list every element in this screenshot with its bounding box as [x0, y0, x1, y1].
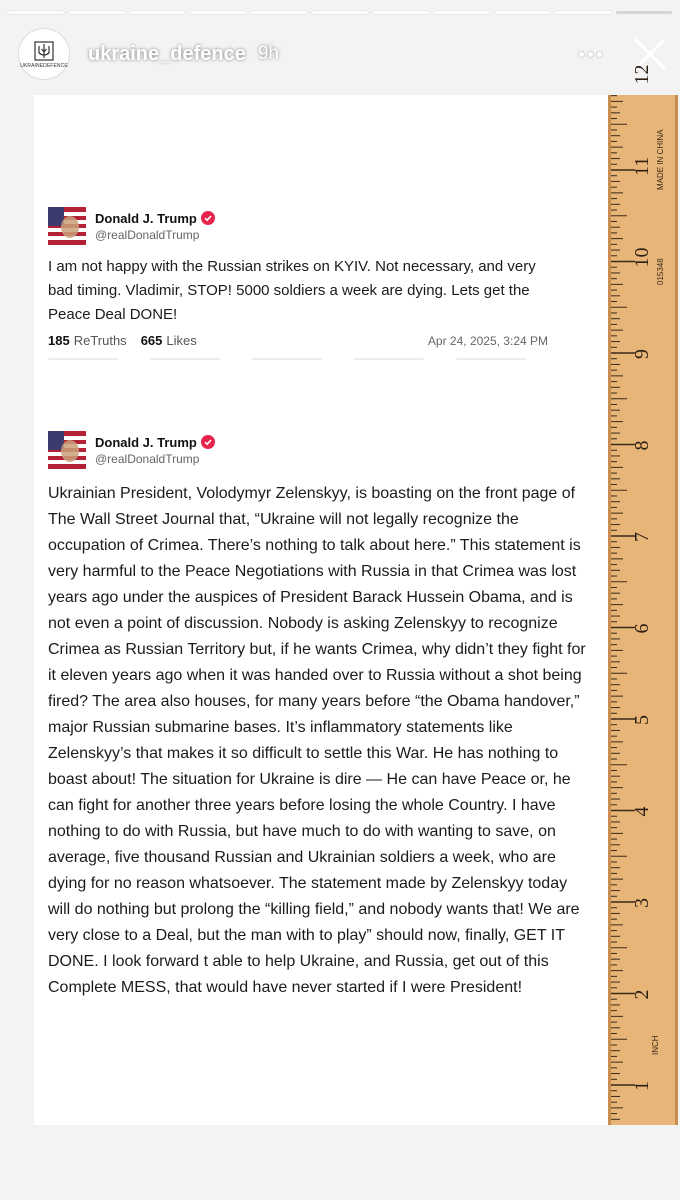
ruler-number-10: 10	[631, 247, 653, 268]
story-username[interactable]: ukraine_defence	[88, 42, 246, 65]
likes-count: 665	[140, 333, 163, 348]
author-avatar	[48, 431, 86, 469]
ruler-made-in-text: MADE IN CHINA	[656, 129, 665, 190]
ruler-number-4: 4	[631, 806, 653, 817]
ruler-number-11: 11	[631, 156, 653, 176]
ruler-number-2: 2	[631, 989, 653, 1000]
verified-badge-icon	[201, 435, 215, 449]
post-stats	[48, 333, 548, 348]
story-progress-segment	[373, 11, 429, 14]
post-screenshot-card	[34, 95, 608, 1125]
author-name[interactable]: Donald J. Trump	[95, 210, 197, 226]
ruler-number-9: 9	[631, 349, 653, 359]
trident-logo-icon	[33, 40, 55, 62]
author-name[interactable]: Donald J. Trump	[95, 434, 197, 450]
ruler-number-12: 12	[631, 64, 653, 85]
avatar-brand-text: UKRAINEDEFENCE	[20, 62, 68, 69]
author-handle[interactable]: @realDonaldTrump	[95, 227, 200, 242]
ruler-number-3: 3	[631, 898, 653, 908]
action-bar-placeholder	[48, 358, 586, 360]
story-progress-segment	[190, 11, 246, 14]
story-header	[18, 26, 668, 82]
ruler-number-6: 6	[631, 623, 653, 634]
ruler-number-5: 5	[631, 715, 653, 725]
wooden-ruler	[608, 64, 678, 1125]
retruths-label: ReTruths	[73, 333, 127, 348]
truth-post-2	[48, 431, 586, 1001]
ruler-code-text: 015348	[656, 258, 665, 285]
story-progress-segment	[555, 11, 611, 14]
author-handle[interactable]: @realDonaldTrump	[95, 451, 200, 466]
story-progress-segment	[312, 11, 368, 14]
story-time-ago: 9h	[257, 43, 279, 64]
story-progress-bar	[8, 11, 672, 14]
post-text: I am not happy with the Russian strikes on KYIV. Not necessary, and very bad timing. Vladimir, STOP! 5000 soldiers a week are dying. Lets get the Peace Deal DONE!	[48, 258, 536, 323]
truth-post-1	[48, 207, 586, 360]
post-date: Apr 24, 2025, 3:24 PM	[427, 333, 548, 348]
story-progress-segment	[69, 11, 125, 14]
verified-badge-icon	[201, 211, 215, 225]
story-progress-segment	[130, 11, 186, 14]
story-progress-segment	[495, 11, 551, 14]
story-progress-segment	[434, 11, 490, 14]
retruths-count: 185	[48, 333, 70, 348]
ruler-number-7: 7	[631, 532, 653, 542]
author-avatar	[48, 207, 86, 245]
story-progress-segment	[616, 11, 672, 14]
ruler-number-1: 1	[631, 1081, 653, 1091]
likes-label: Likes	[166, 333, 197, 348]
ruler-number-8: 8	[631, 440, 653, 451]
story-progress-segment	[251, 11, 307, 14]
story-progress-segment	[8, 11, 64, 14]
post-text: Ukrainian President, Volodymyr Zelenskyy, is boasting on the front page of The Wall Street Journal that, “Ukraine will not legally recognize the occupation of Crimea. There’s nothing to talk about here.” This statement is very harmful to the Peace Negotiations with Russia in that Crimea was lost years ago under the auspices of President Barack Hussein Obama, and is not even a point of discussion. Nobody is asking Zelenskyy to recognize Crimea as Russian Territory but, if he wants Crimea, why didn’t they fight for it eleven years ago when it was handed over to Russia without a shot being fired? The area also houses, for many years before “the Obama handover,” major Russian submarine bases. It’s inflammatory statements like Zelenskyy’s that makes it so difficult to settle this War. He has nothing to boast about! The situation for Ukraine is dire — He can have Peace or, he can fight for another three years before losing the whole Country. I have nothing to do with Russia, but have much to do with wanting to save, on average, five thousand Russian and Ukrainian soldiers a week, who are dying for no reason whatsoever. The statement made by Zelenskyy today will do nothing but prolong the “killing field,” and nobody wants that! We are very close to a Deal, but the man with to play” should now, finally, GET IT DONE. I look forward t able to help Ukraine, and Russia, get out of this Complete MESS, that would have never started if I were President!	[48, 485, 586, 996]
more-options-icon[interactable]	[579, 52, 602, 57]
ruler-inch-label: INCH	[651, 1035, 660, 1055]
story-avatar[interactable]	[18, 28, 70, 80]
